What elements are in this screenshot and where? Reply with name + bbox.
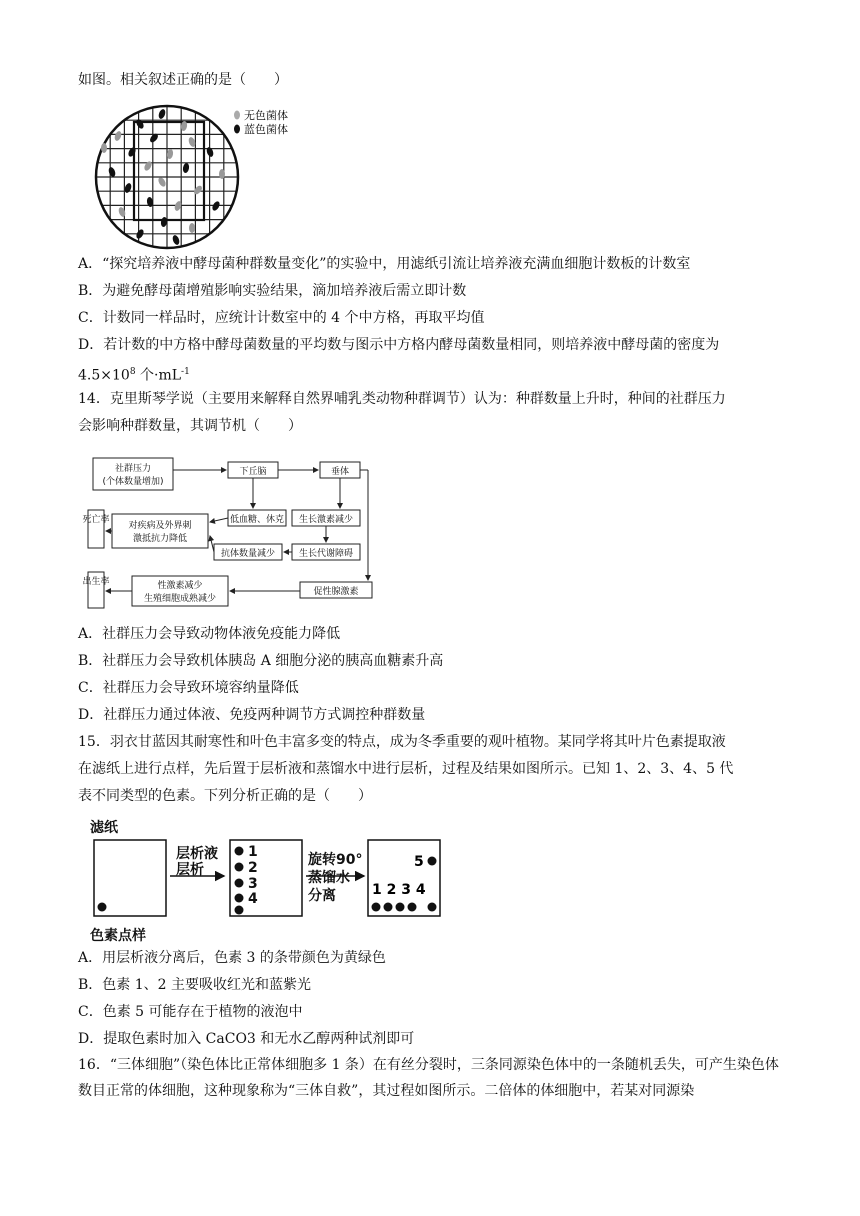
- social-pressure-label: 社群压力: [114, 464, 152, 474]
- sex-hormone-label-1: 性激素减少: [157, 581, 203, 591]
- band-1-label: 1: [248, 844, 258, 860]
- antibody-label: 抗体数量减少: [220, 549, 276, 559]
- chromatography-figure: [88, 816, 458, 946]
- q14-stem-1: 14．克里斯琴学说（主要用来解释自然界哺乳类动物种群调节）认为：种群数量上升时，种间的社群压力: [78, 391, 726, 407]
- colorless-cell: [192, 184, 203, 196]
- q15-option-a: A．用层析液分离后，色素 3 的条带颜色为黄绿色: [78, 950, 386, 966]
- legend-colorless-label: 无色菌体: [244, 109, 288, 122]
- resistance-label-2: 激抵抗力降低: [132, 534, 188, 544]
- colorless-cell: [143, 160, 153, 172]
- band-4-label: 4: [248, 891, 258, 907]
- q15-stem-2: 在滤纸上进行点样，先后置于层析液和蒸馏水中进行层析，过程及结果如图所示。已知 1、2、3、4、5 代: [78, 761, 734, 777]
- blue-cell: [157, 108, 166, 119]
- step1-label-2: 层析: [176, 862, 204, 878]
- blue-cell: [127, 146, 137, 158]
- gh-decrease-label: 生长激素减少: [298, 515, 354, 525]
- birth-rate-label: 出生率: [82, 577, 110, 587]
- pituitary-label: 垂体: [330, 467, 350, 477]
- q16-stem: 16．“三体细胞”（染色体比正常体细胞多 1 条）在有丝分裂时，三条同源染色体中的一条随机丢失，可产生染色体数目正常的体细胞，这种现象称为“三体自救”，其过程如图所示。二倍体的体细胞中，若某对同源染: [78, 1057, 779, 1099]
- colorless-cell: [157, 176, 167, 188]
- colorless-cell: [189, 223, 195, 233]
- christian-theory-diagram: [82, 452, 388, 614]
- q14-option-a: A．社群压力会导致动物体液免疫能力降低: [78, 626, 341, 642]
- band-2-label: 2: [248, 860, 258, 876]
- legend-blue-label: 蓝色菌体: [244, 123, 288, 136]
- colorless-cell: [101, 143, 107, 153]
- sample-dot: [98, 903, 107, 912]
- step2-label-2: 蒸馏水: [308, 870, 350, 886]
- sample-spot-label: 色素点样: [90, 928, 146, 944]
- intro-text: 如图。相关叙述正确的是（ ）: [78, 72, 288, 88]
- q13-option-c: C．计数同一样品时，应统计计数室中的 4 个中方格，再取平均值: [78, 310, 485, 326]
- gonadotropin-label: 促性腺激素: [313, 587, 359, 597]
- band-5-label: 5: [414, 854, 424, 870]
- row-labels: 1 2 3 4: [372, 882, 426, 898]
- band-3-label: 3: [248, 876, 258, 892]
- step2-label-3: 分离: [308, 888, 336, 904]
- step2-label-1: 旋转90°: [308, 852, 363, 868]
- hemocytometer-figure: [92, 102, 302, 252]
- q13-option-d-cont: $4.5\times 10^8$ 个$\cdot mL^{-1}$: [78, 367, 190, 384]
- colorless-cell: [113, 130, 122, 141]
- colorless-cell: [117, 206, 126, 217]
- q14-option-c: C．社群压力会导致环境容纳量降低: [78, 680, 299, 696]
- blue-cell: [171, 234, 180, 245]
- resistance-label-1: 对疾病及外界刺: [128, 521, 192, 531]
- hypoglycemia-label: 低血糖、休克: [229, 515, 285, 525]
- death-rate-label: 死亡率: [82, 515, 110, 525]
- q14-option-d: D．社群压力通过体液、免疫两种调节方式调控种群数量: [78, 707, 426, 723]
- blue-cell: [205, 146, 214, 157]
- q15-option-d: D．提取色素时加入 CaCO3 和无水乙醇两种试剂即可: [78, 1031, 415, 1047]
- q15-stem-1: 15．羽衣甘蓝因其耐寒性和叶色丰富多变的特点，成为冬季重要的观叶植物。某同学将其叶片色素提取液: [78, 734, 726, 750]
- step1-label-1: 层析液: [176, 846, 218, 862]
- q15-option-b: B．色素 1、2 主要吸收红光和蓝紫光: [78, 977, 312, 993]
- blue-cell: [182, 163, 190, 174]
- q15-option-c: C．色素 5 可能存在于植物的液泡中: [78, 1004, 303, 1020]
- q13-option-b: B．为避免酵母菌增殖影响实验结果，滴加培养液后需立即计数: [78, 283, 467, 299]
- colorless-cell: [219, 169, 225, 179]
- q13-option-a: A．“探究培养液中酵母菌种群数量变化”的实验中，用滤纸引流让培养液充满血细胞计数板的计数室: [78, 256, 691, 272]
- hypothalamus-label: 下丘脑: [239, 467, 267, 477]
- legend-colorless-icon: [234, 111, 240, 120]
- sex-hormone-label-2: 生殖细胞成熟减少: [143, 594, 217, 604]
- blue-cell: [107, 166, 116, 177]
- legend-blue-icon: [234, 125, 240, 134]
- q13-option-d: D．若计数的中方格中酵母菌数量的平均数与图示中方格内酵母菌数量相同，则培养液中酵母菌的密度为: [78, 337, 720, 353]
- filter-paper-label: 滤纸: [90, 820, 118, 836]
- social-pressure-sub: (个体数量增加): [102, 477, 164, 487]
- q14-stem-2: 会影响种群数量，其调节机（ ）: [78, 418, 302, 434]
- q15-stem-3: 表不同类型的色素。下列分析正确的是（ ）: [78, 788, 372, 804]
- q14-option-b: B．社群压力会导致机体胰岛 A 细胞分泌的胰高血糖素升高: [78, 653, 444, 669]
- growth-disorder-label: 生长代谢障碍: [298, 549, 354, 559]
